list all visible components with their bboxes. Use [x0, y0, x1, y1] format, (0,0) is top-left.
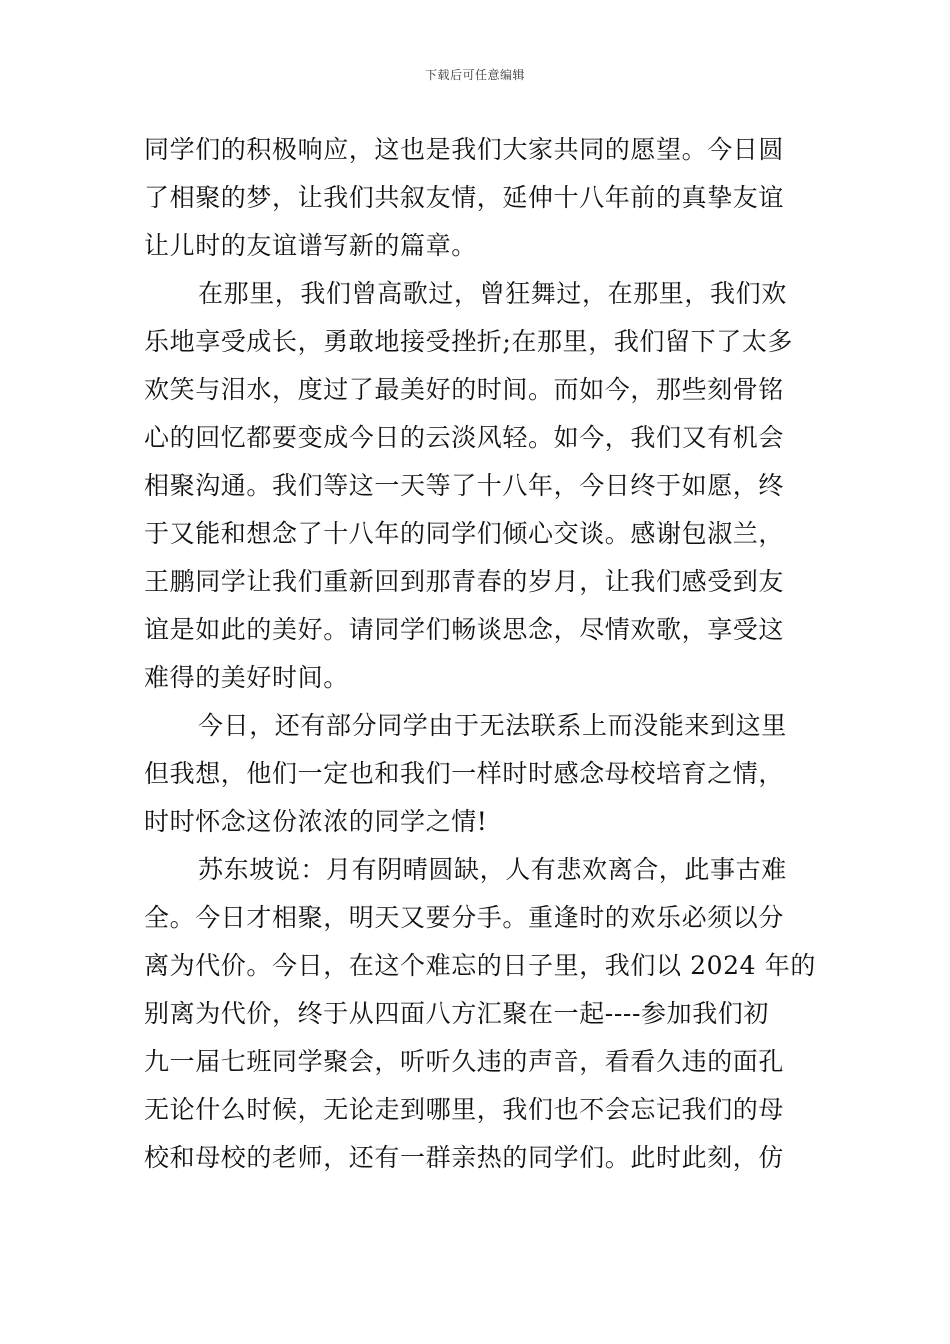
header-note: 下载后可任意编辑: [424, 68, 525, 82]
document-body: [144, 126, 816, 1182]
text-line: 让儿时的友谊谱写新的篇章。: [144, 231, 477, 260]
text-line: 难得的美好时间。: [144, 663, 349, 692]
text-line: 但我想，他们一定也和我们一样时时感念母校培育之情，: [144, 759, 785, 788]
text-line: 乐地享受成长，勇敢地接受挫折;在那里，我们留下了太多: [144, 327, 794, 356]
text-line: 于又能和想念了十八年的同学们倾心交谈。感谢包淑兰，: [144, 519, 785, 548]
text-line: 校和母校的老师，还有一群亲热的同学们。此时此刻，仿: [144, 1143, 785, 1172]
text-line: 全。今日才相聚，明天又要分手。重逢时的欢乐必须以分: [144, 903, 785, 932]
text-line: 别离为代价，终于从四面八方汇聚在一起----参加我们初: [144, 999, 769, 1028]
paragraph-first-line: 在那里，我们曾高歌过，曾狂舞过，在那里，我们欢: [198, 279, 787, 308]
text-line: 了相聚的梦，让我们共叙友情，延伸十八年前的真挚友谊: [144, 183, 785, 212]
paragraph-first-line: 苏东坡说：月有阴晴圆缺，人有悲欢离合，此事古难: [198, 855, 787, 884]
text-line: 王鹏同学让我们重新回到那青春的岁月，让我们感受到友: [144, 567, 785, 596]
paragraph-first-line: 今日，还有部分同学由于无法联系上而没能来到这里: [198, 711, 787, 740]
text-line: 谊是如此的美好。请同学们畅谈思念，尽情欢歌，享受这: [144, 615, 785, 644]
text-line: 九一届七班同学聚会，听听久违的声音，看看久违的面孔: [144, 1047, 785, 1076]
text-line: 心的回忆都要变成今日的云淡风轻。如今，我们又有机会: [144, 423, 785, 452]
text-line: 同学们的积极响应，这也是我们大家共同的愿望。今日圆: [144, 135, 785, 164]
text-line: 相聚沟通。我们等这一天等了十八年，今日终于如愿，终: [144, 471, 785, 500]
text-line: 欢笑与泪水，度过了最美好的时间。而如今，那些刻骨铭: [144, 375, 785, 404]
text-line: 无论什么时候，无论走到哪里，我们也不会忘记我们的母: [144, 1095, 785, 1124]
text-line: 时时怀念这份浓浓的同学之情!: [144, 807, 488, 836]
text-line: 离为代价。今日，在这个难忘的日子里，我们以 2024 年的: [144, 951, 816, 980]
